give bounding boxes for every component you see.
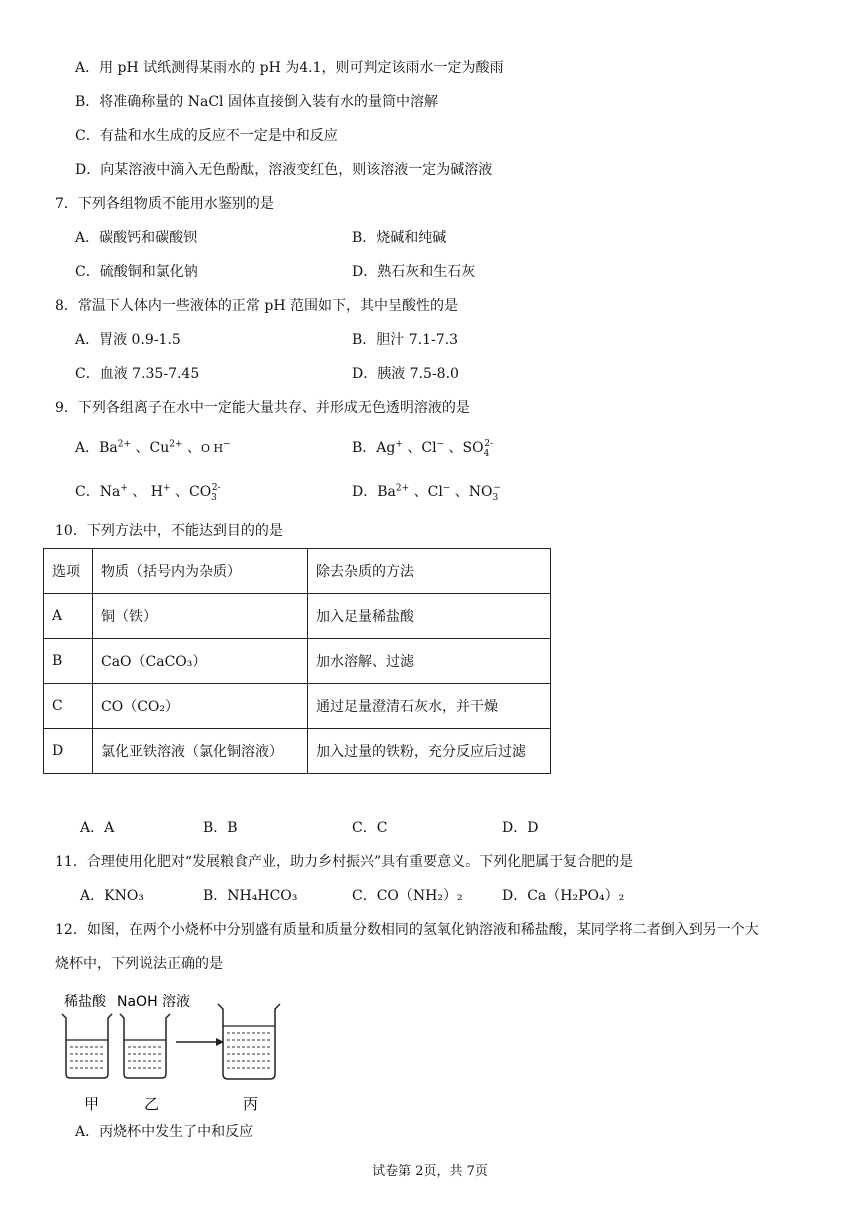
table-cell: A <box>44 594 93 639</box>
q9-option-b-ions: Ag+ 、Cl− 、$SO_4^{2-}$ <box>376 439 494 459</box>
beaker-jia <box>62 1014 112 1078</box>
q11-option-b: B．NH₄HCO₃ <box>203 888 298 904</box>
label-yi: 乙 <box>144 1095 160 1113</box>
q11-option-a: A．KNO₃ <box>80 888 144 904</box>
header-cell: 选项 <box>44 549 93 594</box>
q7-option-a: A．碳酸钙和碳酸钡 <box>75 230 198 246</box>
table-row <box>44 729 551 774</box>
q6-option-a: A．用 pH 试纸测得某雨水的 pH 为4.1，则可判定该雨水一定为酸雨 <box>75 60 504 76</box>
q7-option-d: D．熟石灰和生石灰 <box>352 264 476 280</box>
label-jia: 甲 <box>84 1095 100 1113</box>
table-cell: 加入足量稀盐酸 <box>308 594 551 639</box>
q10-stem: 10．下列方法中，不能达到目的的是 <box>55 523 283 539</box>
table-cell: 加水溶解、过滤 <box>308 639 551 684</box>
table-cell: D <box>44 729 93 774</box>
page-footer: 试卷第 2页，共 7页 <box>372 1164 488 1179</box>
label-dilute-hcl: 稀盐酸 <box>64 994 106 1010</box>
q8-option-c: C．血液 7.35-7.45 <box>75 366 200 382</box>
q10-option-b: B．B <box>203 820 238 836</box>
beaker-figure <box>60 990 290 1119</box>
q9-option-d <box>352 482 501 502</box>
q9-option-a-ions: $Ba^{2+}$ 、$Cu^{2+}$ 、O H− <box>99 439 231 456</box>
q11-stem: 11．合理使用化肥对“发展粮食产业，助力乡村振兴”具有重要意义。下列化肥属于复合肥的是 <box>55 854 634 870</box>
header-cell: 物质（括号内为杂质） <box>93 549 308 594</box>
q7-option-c: C．硫酸铜和氯化钠 <box>75 264 198 280</box>
label-bing: 丙 <box>243 1095 259 1113</box>
q10-option-c: C．C <box>352 820 388 836</box>
table-cell: CO（CO₂） <box>93 684 308 729</box>
q9-option-c-label: C． <box>75 484 100 500</box>
q9-option-c <box>75 482 221 502</box>
q9-option-b-label: B． <box>352 440 377 456</box>
q8-option-b: B．胆汁 7.1-7.3 <box>352 332 458 348</box>
arrow-icon <box>176 1038 224 1046</box>
label-naoh-solution: NaOH 溶液 <box>117 994 191 1010</box>
table-cell: CaO（CaCO₃） <box>93 639 308 684</box>
table-row <box>44 594 551 639</box>
q12-option-a: A．丙烧杯中发生了中和反应 <box>75 1124 254 1140</box>
beaker-yi <box>120 1014 170 1078</box>
q9-stem: 9．下列各组离子在水中一定能大量共存、并形成无色透明溶液的是 <box>55 400 470 416</box>
q10-table <box>43 548 551 774</box>
q9-option-d-label: D． <box>352 484 378 500</box>
header-cell: 除去杂质的方法 <box>308 549 551 594</box>
table-row <box>44 684 551 729</box>
q8-stem: 8．常温下人体内一些液体的正常 pH 范围如下，其中呈酸性的是 <box>55 298 458 314</box>
q6-option-c: C．有盐和水生成的反应不一定是中和反应 <box>75 128 338 144</box>
q9-option-d-ions: $Ba^{2+}$ 、Cl− 、$NO_3^-$ <box>377 483 501 503</box>
table-cell: 氯化亚铁溶液（氯化铜溶液） <box>93 729 308 774</box>
q9-option-a <box>75 438 231 459</box>
q9-option-a-label: A． <box>75 440 100 456</box>
q9-option-c-ions: Na+ 、 H+ 、$CO_3^{2-}$ <box>99 483 221 503</box>
table-cell: 通过足量澄清石灰水，并干燥 <box>308 684 551 729</box>
table-row <box>44 639 551 684</box>
q6-option-b: B．将准确称量的 NaCl 固体直接倒入装有水的量筒中溶解 <box>75 94 438 110</box>
table-cell: B <box>44 639 93 684</box>
q8-option-d: D．胰液 7.5-8.0 <box>352 366 459 382</box>
q7-stem: 7．下列各组物质不能用水鉴别的是 <box>55 196 274 212</box>
q9-option-b <box>352 438 493 458</box>
q12-stem-line2: 烧杯中，下列说法正确的是 <box>55 956 223 972</box>
q10-option-d: D．D <box>502 820 539 836</box>
q6-option-d: D．向某溶液中滴入无色酚酞，溶液变红色，则该溶液一定为碱溶液 <box>75 162 493 178</box>
q11-option-d: D．Ca（H₂PO₄）₂ <box>502 888 625 904</box>
beaker-bing <box>218 1004 280 1079</box>
q12-stem-line1: 12．如图，在两个小烧杯中分别盛有质量和质量分数相同的氢氧化钠溶液和稀盐酸，某同学将二者倒入到另一个大 <box>55 922 759 938</box>
table-cell: 加入过量的铁粉，充分反应后过滤 <box>308 729 551 774</box>
beaker-diagram <box>60 990 290 1115</box>
table-cell: 铜（铁） <box>93 594 308 639</box>
table-header-row <box>44 549 551 594</box>
q11-option-c: C．CO（NH₂）₂ <box>352 888 463 904</box>
table-cell: C <box>44 684 93 729</box>
q10-option-a: A．A <box>80 820 115 836</box>
q7-option-b: B．烧碱和纯碱 <box>352 230 447 246</box>
q8-option-a: A．胃液 0.9-1.5 <box>75 332 181 348</box>
